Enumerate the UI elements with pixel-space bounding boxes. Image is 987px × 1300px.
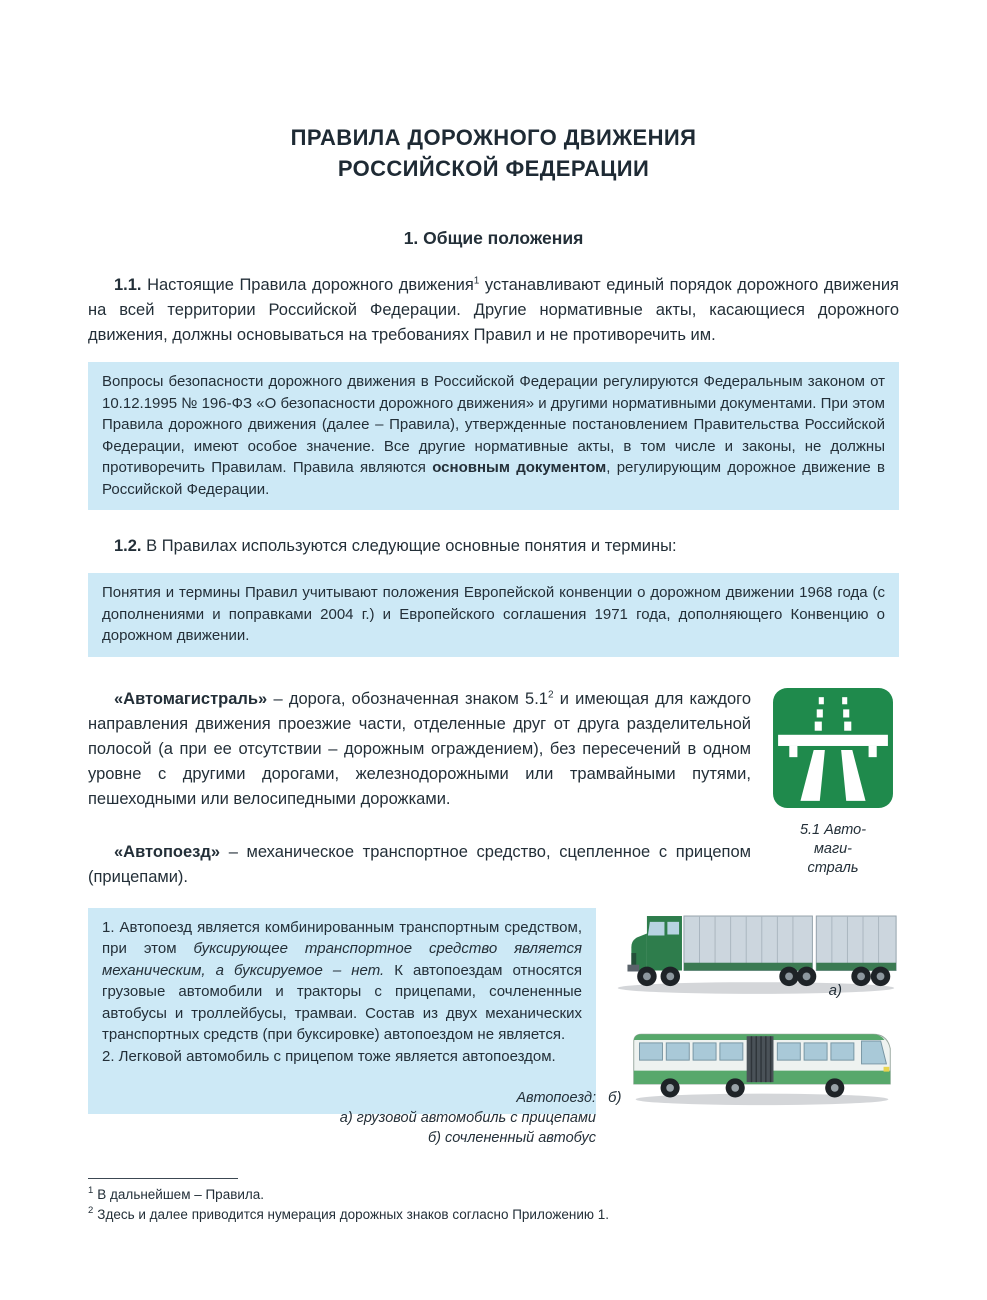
definition-motorway xyxy=(88,687,751,812)
sign-caption-line1: 5.1 Авто- xyxy=(799,821,867,838)
commentary-box-1-pre: Вопросы безопасности дорожного движения в Российской Федерации регулируются Федеральным законом от 10.12.1995 № 196-ФЗ «О безопасности дорожного движения» и другими нормативными документами. При этом Правила дорожного движения (далее – Правила), утвержденные постановлением Правительства Российской Федерации, имеют особое значение. Все другие нормативные акты, в том числе и законы, не должны противоречить Правилам. Правила являются xyxy=(102,373,885,476)
page-title-line1: ПРАВИЛА ДОРОЖНОГО ДВИЖЕНИЯ xyxy=(290,125,697,150)
paragraph-1-1-text-pre: Настоящие Правила дорожного движения xyxy=(141,276,474,294)
definition-motorway-post: и имеющая для каждого направления движения проезжие части, отделенные друг от друга разделительной полосой (а при ее отсутствии – дорожным ограждением), без пересечений в одном уровне с другими дорогами, железнодорожными или трамвайными путями, пешеходными или велосипедными дорожками. xyxy=(88,689,751,808)
motorway-sign-column xyxy=(767,687,899,890)
motorway-sign-caption xyxy=(800,821,866,878)
footnote-ref-2: 2 xyxy=(547,689,554,700)
definition-motorway-pre: – дорога, обозначенная знаком 5.1 xyxy=(267,689,548,708)
section-heading: 1. Общие положения xyxy=(403,228,584,248)
road-train-photo xyxy=(608,908,900,998)
definition-motorway-column xyxy=(88,687,751,890)
paragraph-1-2 xyxy=(88,534,899,559)
figures-caption-item-b: б) сочлененный автобус xyxy=(428,1129,596,1146)
figures-caption-item-a: а) грузовой автомобиль с прицепами xyxy=(339,1109,596,1126)
footnote-2 xyxy=(88,1205,899,1225)
footnotes xyxy=(88,1178,899,1225)
commentary-box-3-p1-post: К автопоездам относятся грузовые автомобили и тракторы с прицепами, сочлененные автобусы и троллейбусы, трамваи. Состав из двух механических транспортных средств (при буксировке) автопоездом не является. xyxy=(102,961,582,1043)
road-train-section xyxy=(88,908,899,1114)
paragraph-1-1-text-post: устанавливают единый порядок дорожного движения на всей территории Российской Федерации. Другие нормативные акты, касающиеся дорожного движения, должны основываться на требованиях Правил и не противоречить им. xyxy=(88,276,899,344)
sign-caption-line2: маги- xyxy=(813,840,853,857)
footnote-1 xyxy=(88,1185,899,1205)
page-title xyxy=(88,122,899,184)
motorway-sign-icon xyxy=(772,687,894,809)
page-title-line2: РОССИЙСКОЙ ФЕДЕРАЦИИ xyxy=(337,156,650,181)
commentary-box-2 xyxy=(88,573,899,657)
bus-figure-wrap xyxy=(608,1017,900,1114)
figure-label-b: б) xyxy=(608,1088,622,1106)
sign-caption-line3: страль xyxy=(807,859,859,876)
paragraph-1-1 xyxy=(88,273,899,348)
commentary-box-2-text: Понятия и термины Правил учитывают положения Европейской конвенции о дорожном движении 1968 года (с дополнениями и поправками 2004 г.) и Европейского соглашения 1971 года, дополняющего Конвенцию о дорожном движении. xyxy=(102,584,885,644)
definition-road-train-text: – механическое транспортное средство, сцепленное с прицепом (прицепами). xyxy=(88,842,751,886)
commentary-box-1-text xyxy=(102,371,885,500)
commentary-box-3-p1-pre: 1. Автопоезд является комбинированным транспортным средством, при этом xyxy=(102,918,582,957)
commentary-box-1-post: , регулирующим дорожное движение в Российской Федерации. xyxy=(102,459,885,498)
definition-motorway-row xyxy=(88,687,899,890)
paragraph-1-1-number: 1.1. xyxy=(114,276,142,294)
commentary-box-3-paragraph-1 xyxy=(102,917,582,1046)
footnote-divider xyxy=(88,1178,238,1179)
definition-road-train xyxy=(88,840,751,890)
articulated-bus-photo xyxy=(628,1017,896,1109)
paragraph-1-2-text: В Правилах используются следующие основные понятия и термины: xyxy=(141,537,677,555)
footnote-1-marker: 1 xyxy=(88,1185,94,1196)
footnote-1-text: В дальнейшем – Правила. xyxy=(97,1186,265,1202)
commentary-box-3-paragraph-2: 2. Легковой автомобиль с прицепом тоже является автопоездом. xyxy=(102,1047,556,1065)
figures-column xyxy=(596,908,900,1114)
figures-caption-title: Автопоезд: xyxy=(516,1089,596,1106)
footnote-2-text: Здесь и далее приводится нумерация дорожных знаков согласно Приложению 1. xyxy=(97,1206,610,1222)
term-motorway: «Автомагистраль» xyxy=(114,689,268,708)
footnote-2-marker: 2 xyxy=(88,1205,94,1216)
paragraph-1-2-number: 1.2. xyxy=(114,537,142,555)
footnote-ref-1: 1 xyxy=(473,275,480,287)
commentary-box-3 xyxy=(88,908,596,1114)
term-road-train: «Автопоезд» xyxy=(114,842,221,861)
commentary-box-1 xyxy=(88,362,899,510)
figure-label-a: а) xyxy=(828,981,842,999)
commentary-box-1-bold: основным документом xyxy=(432,459,607,476)
commentary-box-3-p1-italic: буксирующее транспортное средство является механическим, а буксируемое – нет. xyxy=(102,940,583,979)
